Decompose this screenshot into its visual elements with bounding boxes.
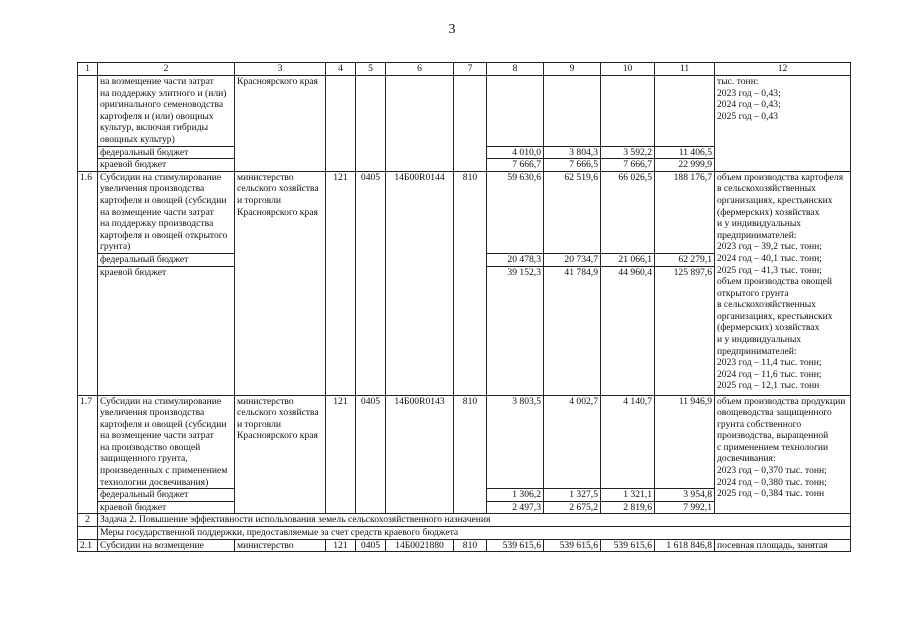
value-cell: 2 819,6 [601, 501, 655, 514]
value-cell: 7 666,7 [487, 159, 544, 172]
header-cell: 5 [356, 63, 386, 76]
measure-name: на возмещение части затрат на поддержку элитного и (или) оригинального семеноводства картофеля и (или) овощных культур, включая гибриды овощных культур) [98, 76, 235, 147]
header-row [78, 63, 851, 76]
value-cell: 1 618 846,8 [655, 539, 715, 552]
value-cell: 11 946,9 [655, 395, 715, 489]
budget-label: федеральный бюджет [98, 489, 235, 502]
administrator: министерство [235, 539, 326, 552]
value-cell: 3 954,8 [655, 489, 715, 502]
budget-label: краевой бюджет [98, 159, 235, 172]
value-cell: 125 897,6 [655, 266, 715, 395]
value-cell: 4 010,0 [487, 146, 544, 159]
value-cell: 1 306,2 [487, 489, 544, 502]
row-number: 1.6 [78, 171, 98, 395]
table-row [78, 76, 851, 147]
row-number: 1.7 [78, 395, 98, 514]
code-cell: 121 [326, 539, 356, 552]
code-cell: 0405 [356, 539, 386, 552]
measure-name: Субсидии на стимулирование увеличения производства картофеля и овощей (субсидии на возмещение части затрат на поддержку производства картофеля и овощей открытого грунта) [98, 171, 235, 253]
row-number: 2 [78, 514, 98, 527]
expected-result: объем производства продукции овощеводства защищенного грунта собственного производства, выращенной с применением технологии досвечивания: 2023 год – 0,370 тыс. тонн; 2024 год – 0,380 тыс. тонн; 2025 год – 0,384 тыс. тонн [715, 395, 851, 514]
table-row [78, 539, 851, 552]
code-cell: 810 [454, 539, 487, 552]
value-cell: 4 140,7 [601, 395, 655, 489]
header-cell: 3 [235, 63, 326, 76]
code-cell: 14Б0021880 [386, 539, 454, 552]
value-cell: 66 026,5 [601, 171, 655, 253]
value-cell: 11 406,5 [655, 146, 715, 159]
code-cell: 14Б00R0143 [386, 395, 454, 514]
value-cell: 539 615,6 [487, 539, 544, 552]
header-cell: 4 [326, 63, 356, 76]
header-cell: 9 [544, 63, 601, 76]
header-cell: 10 [601, 63, 655, 76]
value-cell: 39 152,3 [487, 266, 544, 395]
value-cell: 7 666,7 [601, 159, 655, 172]
table-row [78, 171, 851, 253]
program-table [77, 62, 851, 552]
measure-name: Субсидии на стимулирование увеличения производства картофеля и овощей (субсидии на возмещение части затрат на производство овощей защищенного грунта, произведенных с применением технологии досвечивания) [98, 395, 235, 489]
value-cell: 2 497,3 [487, 501, 544, 514]
value-cell: 7 992,1 [655, 501, 715, 514]
code-cell: 0405 [356, 171, 386, 395]
value-cell: 20 734,7 [544, 253, 601, 266]
header-cell: 1 [78, 63, 98, 76]
budget-label: федеральный бюджет [98, 253, 235, 266]
header-cell: 7 [454, 63, 487, 76]
header-cell: 12 [715, 63, 851, 76]
budget-label: краевой бюджет [98, 266, 235, 395]
expected-result: объем производства картофеля в сельскохозяйственных организациях, крестьянских (фермерских) хозяйствах и у индивидуальных предпринимателей: 2023 год – 39,2 тыс. тонн; 2024 год – 40,1 тыс. тонн; 2025 год – 41,3 тыс. тонн; объем производства овощей открытого грунта в сельскохозяйственных организациях, крестьянских (фермерских) хозяйствах и у индивидуальных предпринимателей: 2023 год – 11,4 тыс. тонн; 2024 год – 11,6 тыс. тонн; 2025 год – 12,1 тыс. тонн [715, 171, 851, 395]
value-cell: 4 002,7 [544, 395, 601, 489]
code-cell: 14Б00R0144 [386, 171, 454, 395]
row-number [78, 76, 98, 172]
value-cell: 41 784,9 [544, 266, 601, 395]
budget-label: федеральный бюджет [98, 146, 235, 159]
header-cell: 6 [386, 63, 454, 76]
header-cell: 2 [98, 63, 235, 76]
budget-label: краевой бюджет [98, 501, 235, 514]
code-cell: 121 [326, 395, 356, 514]
code-cell: 810 [454, 171, 487, 395]
value-cell: 62 279,1 [655, 253, 715, 266]
row-number: 2.1 [78, 539, 98, 552]
value-cell: 539 615,6 [601, 539, 655, 552]
expected-result: посевная площадь, занятая [715, 539, 851, 552]
value-cell: 20 478,3 [487, 253, 544, 266]
administrator: министерство сельского хозяйства и торговли Красноярского края [235, 171, 326, 395]
value-cell: 44 960,4 [601, 266, 655, 395]
value-cell: 1 321,1 [601, 489, 655, 502]
code-cell: 0405 [356, 395, 386, 514]
value-cell: 21 066,1 [601, 253, 655, 266]
header-cell: 11 [655, 63, 715, 76]
value-cell: 1 327,5 [544, 489, 601, 502]
value-cell: 2 675,2 [544, 501, 601, 514]
value-cell: 3 803,5 [487, 395, 544, 489]
expected-result: тыс. тонн: 2023 год – 0,43; 2024 год – 0,43; 2025 год – 0,43 [715, 76, 851, 172]
value-cell: 539 615,6 [544, 539, 601, 552]
value-cell: 22 999,9 [655, 159, 715, 172]
administrator: Красноярского края [235, 76, 326, 172]
value-cell: 7 666,5 [544, 159, 601, 172]
value-cell: 188 176,7 [655, 171, 715, 253]
value-cell: 3 592,2 [601, 146, 655, 159]
table-row [78, 395, 851, 489]
value-cell: 59 630,6 [487, 171, 544, 253]
table-row [78, 514, 851, 527]
administrator: министерство сельского хозяйства и торговли Красноярского края [235, 395, 326, 514]
value-cell: 62 519,6 [544, 171, 601, 253]
page-number: 3 [448, 22, 456, 37]
table-row [78, 527, 851, 540]
code-cell: 810 [454, 395, 487, 514]
header-cell: 8 [487, 63, 544, 76]
task-heading: Задача 2. Повышение эффективности использования земель сельскохозяйственного назначения [98, 514, 851, 527]
section-heading: Меры государственной поддержки, предоставляемые за счет средств краевого бюджета [98, 527, 851, 540]
value-cell: 3 804,3 [544, 146, 601, 159]
code-cell: 121 [326, 171, 356, 395]
measure-name: Субсидии на возмещение [98, 539, 235, 552]
